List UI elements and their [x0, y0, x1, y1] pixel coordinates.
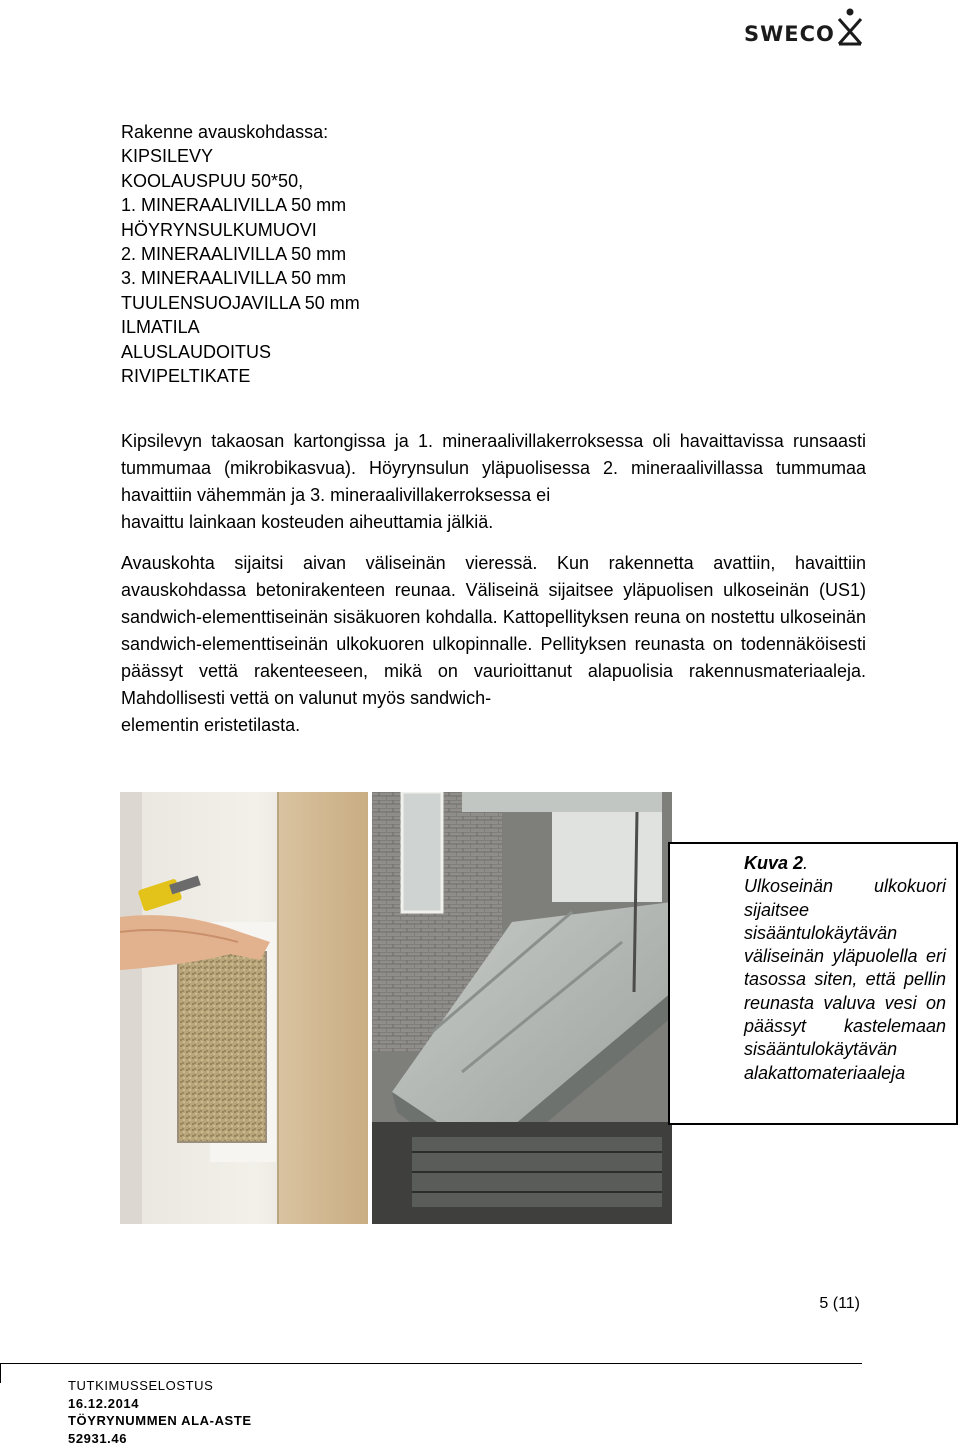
list-item: ILMATILA: [121, 317, 200, 338]
wall-opening-image: [120, 792, 368, 1224]
photo-caption: [744, 852, 946, 1085]
list-item: KOOLAUSPUU 50*50,: [121, 170, 304, 191]
footer-divider: [0, 1363, 862, 1364]
list-item: KIPSILEVY: [121, 146, 214, 167]
paragraph-location: [121, 550, 866, 739]
sweco-logo: [744, 8, 870, 48]
footer: [68, 1377, 252, 1447]
paragraph-last-line: elementin eristetilasta.: [121, 715, 301, 735]
paragraph-last-line: havaittu lainkaan kosteuden aiheuttamia jälkiä.: [121, 512, 494, 532]
paragraph-findings: [121, 428, 866, 536]
paragraph-body: Avauskohta sijaitsi aivan väliseinän vieressä. Kun rakennetta avattiin, havaittiin avauskohdassa betonirakenteen reunaa. Väliseinä sijaitsee yläpuolisen ulkoseinän (US1) sandwich-elementtiseinän sisäkuoren kohdalla. Kattopellityksen reuna on nostettu ulkoseinän sandwich-elementtiseinän ulkokuoren ulkopinnalle. Pellityksen reunasta on todennäköisesti päässyt vettä rakenteeseen, mikä on vaurioittanut alapuolisia rakennusmateriaaleja. Mahdollisesti vettä on valunut myös sandwich-: [121, 553, 866, 708]
footer-project: TÖYRYNUMMEN ALA-ASTE: [68, 1413, 252, 1429]
caption-title: Kuva 2: [744, 853, 804, 873]
photo-roof-edge: [372, 792, 672, 1224]
caption-body: Ulkoseinän ulkokuori sijaitsee sisääntulokäytävän väliseinän yläpuolella eri tasossa siten, että pellin reunasta valuva vesi on päässyt kastelemaan sisääntulokäytävän alakattomateriaaleja: [744, 876, 946, 1083]
list-item: Rakenne avauskohdassa:: [121, 122, 329, 142]
caption-title-suffix: .: [803, 853, 809, 873]
list-item: RIVIPELTIKATE: [121, 365, 251, 386]
paragraph-body: Kipsilevyn takaosan kartongissa ja 1. mineraalivillakerroksessa oli havaittavissa runsaasti tummumaa (mikrobikasvua). Höyrynsulun yläpuolisessa 2. mineraalivillassa tummumaa havaittiin vähemmän ja 3. mineraalivillakerroksessa ei: [121, 431, 866, 505]
list-item: 1. MINERAALIVILLA 50 mm: [121, 195, 347, 216]
list-item: HÖYRYNSULKUMUOVI: [121, 219, 317, 240]
list-item: 3. MINERAALIVILLA 50 mm: [121, 268, 347, 289]
footer-date: 16.12.2014: [68, 1395, 140, 1411]
roof-edge-image: [372, 792, 672, 1224]
list-item: ALUSLAUDOITUS: [121, 341, 272, 362]
photo-caption-box: [668, 842, 958, 1125]
list-item: 2. MINERAALIVILLA 50 mm: [121, 243, 347, 264]
footer-project-number: 52931.46: [68, 1430, 128, 1446]
list-item: TUULENSUOJAVILLA 50 mm: [121, 292, 360, 313]
footer-divider-tick: [0, 1363, 1, 1383]
page-number: 5 (11): [819, 1295, 860, 1312]
structure-list: [121, 120, 360, 388]
sweco-logo-icon: [836, 8, 864, 46]
footer-doc-type: TUTKIMUSSELOSTUS: [68, 1378, 214, 1393]
photo-wall-opening: [120, 792, 368, 1224]
logo-text: SWECO: [744, 22, 835, 46]
